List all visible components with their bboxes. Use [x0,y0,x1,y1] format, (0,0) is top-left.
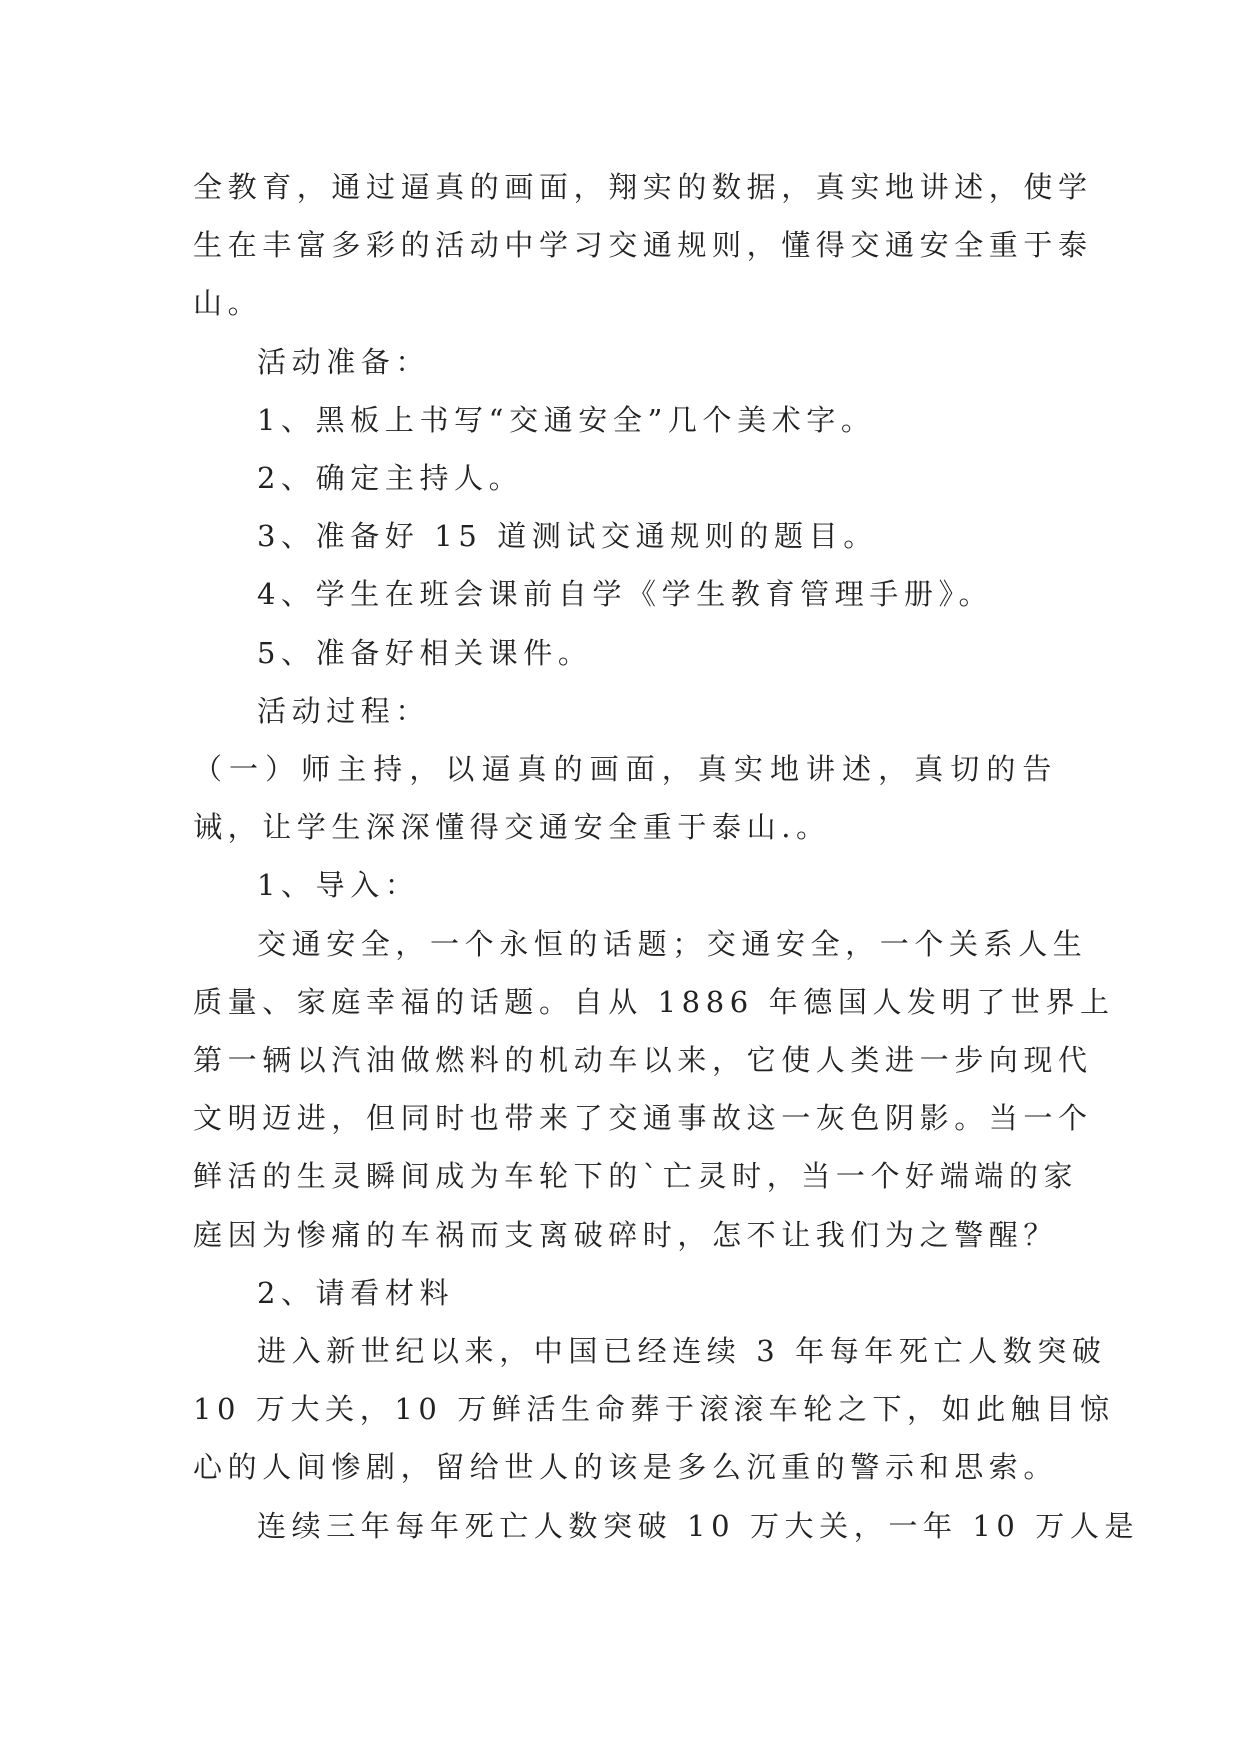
paragraph [193,449,1057,507]
text-line: 连续三年每年死亡人数突破 10 万大关，一年 10 万人是 [257,1508,1140,1543]
text-line: 1、黑板上书写“交通安全”几个美术字。 [257,402,876,437]
text-line: 心的人间惨剧，留给世人的该是多么沉重的警示和思索。 [193,1450,1059,1485]
paragraph [193,565,1057,623]
paragraph [193,158,1093,333]
text-line: 生在丰富多彩的活动中学习交通规则，懂得交通安全重于泰 [193,228,1093,263]
text-line: 庭因为惨痛的车祸而支离破碎时，怎不让我们为之警醒？ [193,1217,1059,1252]
text-line: 进入新世纪以来，中国已经连续 3 年每年死亡人数突破 [257,1334,1107,1369]
text-line: 3、准备好 15 道测试交通规则的题目。 [257,519,878,554]
text-line: （一）师主持，以逼真的画面，真实地讲述，真切的告 [193,752,1057,787]
text-line: 2、请看材料 [257,1275,455,1310]
text-line: 诫，让学生深深懂得交通安全重于泰山.。 [193,810,831,845]
text-line: 2、确定主持人。 [257,461,524,496]
paragraph [193,740,1057,856]
paragraph [193,1264,1057,1322]
text-line: 交通安全，一个永恒的话题；交通安全，一个关系人生 [257,926,1088,961]
paragraph [193,856,1057,914]
paragraph [193,624,1057,682]
text-line: 10 万大关，10 万鲜活生命葬于滚滚车轮之下，如此触目惊 [193,1392,1115,1427]
paragraph [193,1322,1115,1497]
text-line: 质量、家庭幸福的话题。自从 1886 年德国人发明了世界上 [193,984,1115,1019]
text-line: 全教育，通过逼真的画面，翔实的数据，真实地讲述，使学 [193,170,1093,204]
paragraph [193,915,1115,1264]
paragraph [193,1497,1140,1555]
text-line: 第一辆以汽油做燃料的机动车以来，它使人类进一步向现代 [193,1043,1093,1078]
document-body [193,158,1140,1555]
text-line: 4、学生在班会课前自学《学生教育管理手册》。 [257,577,994,612]
text-line: 1、导入： [257,868,420,903]
paragraph [193,333,1057,391]
text-line: 5、准备好相关课件。 [257,635,593,670]
paragraph [193,507,1057,565]
text-line: 活动准备： [257,344,431,379]
text-line: 文明迈进，但同时也带来了交通事故这一灰色阴影。当一个 [193,1101,1093,1136]
text-line: 鲜活的生灵瞬间成为车轮下的`亡灵时，当一个好端端的家 [193,1159,1079,1194]
paragraph [193,391,1057,449]
text-line: 活动过程： [257,693,431,728]
paragraph [193,682,1057,740]
text-line: 山。 [193,286,263,321]
